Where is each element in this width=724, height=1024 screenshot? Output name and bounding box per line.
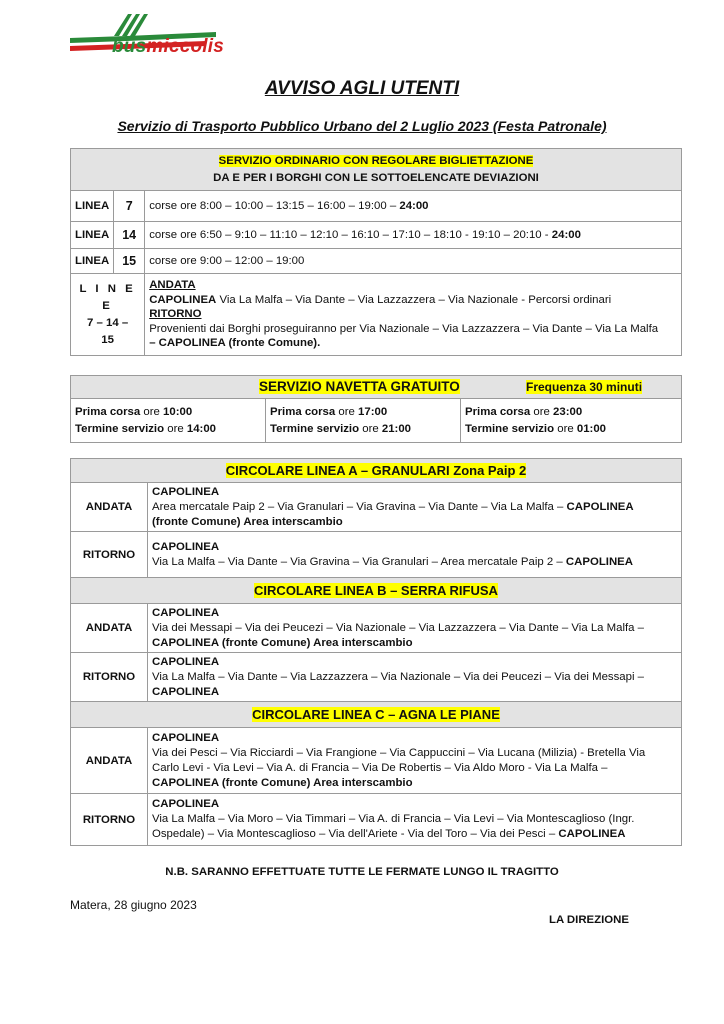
linea-number: 7 bbox=[114, 191, 145, 222]
linee-deviation-row bbox=[71, 274, 682, 356]
linea-label: LINEA bbox=[71, 191, 114, 222]
logo-text: busmiccolis bbox=[112, 36, 225, 57]
linea-row bbox=[71, 222, 682, 249]
navetta-frequency: Frequenza 30 minuti bbox=[526, 380, 643, 394]
ritorno-label: RITORNO bbox=[71, 653, 148, 702]
signature: LA DIREZIONE bbox=[549, 914, 629, 926]
ritorno-label: RITORNO bbox=[71, 532, 148, 578]
date: Matera, 28 giugno 2023 bbox=[70, 898, 197, 912]
page-subtitle: Servizio di Trasporto Pubblico Urbano del 2 Luglio 2023 (Festa Patronale) bbox=[117, 118, 607, 134]
ritorno-label: RITORNO bbox=[71, 794, 148, 846]
navetta-slot: Prima corsa ore 10:00 Termine servizio ore 14:00 bbox=[71, 399, 266, 443]
ordinario-header-line1: SERVIZIO ORDINARIO CON REGOLARE BIGLIETTAZIONE bbox=[218, 154, 534, 167]
andata-label: ANDATA bbox=[149, 279, 196, 292]
route-text: CAPOLINEA Via dei Messapi – Via dei Peucezi – Via Nazionale – Via Lazzazzera – Via Dante – Via La Malfa – CAPOLINEA (fronte Comune) Area interscambio bbox=[148, 604, 682, 653]
circolare-a-header: CIRCOLARE LINEA A – GRANULARI Zona Paip 2 bbox=[71, 459, 682, 483]
route-text: CAPOLINEA Via La Malfa – Via Dante – Via Gravina – Via Granulari – Area mercatale Paip 2 – CAPOLINEA bbox=[148, 532, 682, 578]
ordinario-header-line2: DA E PER I BORGHI CON LE SOTTOELENCATE DEVIAZIONI bbox=[213, 171, 539, 184]
circolare-c-header: CIRCOLARE LINEA C – AGNA LE PIANE bbox=[71, 702, 682, 728]
circolare-b-ritorno bbox=[71, 653, 682, 702]
navetta-table bbox=[70, 375, 682, 443]
route-text: CAPOLINEA Via La Malfa – Via Dante – Via Lazzazzera – Via Nazionale – Via dei Peucezi – Via dei Messapi – CAPOLINEA bbox=[148, 653, 682, 702]
circolare-b-header: CIRCOLARE LINEA B – SERRA RIFUSA bbox=[71, 578, 682, 604]
ritorno-label: RITORNO bbox=[149, 308, 202, 321]
linea-number: 14 bbox=[114, 222, 145, 249]
navetta-slot: Prima corsa ore 23:00 Termine servizio ore 01:00 bbox=[461, 399, 682, 443]
circolare-a-andata bbox=[71, 483, 682, 532]
page-title: AVVISO AGLI UTENTI bbox=[264, 78, 460, 99]
linea-times: corse ore 9:00 – 12:00 – 19:00 bbox=[145, 249, 682, 274]
linea-times: corse ore 8:00 – 10:00 – 13:15 – 16:00 – 19:00 – 24:00 bbox=[145, 191, 682, 222]
route-text: CAPOLINEA Via dei Pesci – Via Ricciardi – Via Frangione – Via Cappuccini – Via Lucana (Milizia) - Bretella Via Carlo Levi - Via Levi – Via A. di Francia – Via De Robertis – Via Aldo Moro - Via La Malfa – CAPOLINEA (fronte Comune) Area interscambio bbox=[148, 728, 682, 794]
andata-label: ANDATA bbox=[71, 483, 148, 532]
linea-row bbox=[71, 191, 682, 222]
navetta-slot: Prima corsa ore 17:00 Termine servizio ore 21:00 bbox=[266, 399, 461, 443]
navetta-title: SERVIZIO NAVETTA GRATUITO bbox=[259, 379, 460, 394]
andata-label: ANDATA bbox=[71, 728, 148, 794]
circolare-b-andata bbox=[71, 604, 682, 653]
navetta-slots bbox=[71, 399, 682, 443]
ordinario-table bbox=[70, 148, 682, 356]
deviation-text: ANDATA CAPOLINEA Via La Malfa – Via Dante – Via Lazzazzera – Via Nazionale - Percorsi ordinari RITORNO Provenienti dai Borghi proseguiranno per Via Nazionale – Via Lazzazzera – Via Dante – Via La Malfa – CAPOLINEA (fronte Comune). bbox=[145, 274, 682, 356]
linea-times: corse ore 6:50 – 9:10 – 11:10 – 12:10 – 16:10 – 17:10 – 18:10 - 19:10 – 20:10 - 24:00 bbox=[145, 222, 682, 249]
circolari-table bbox=[70, 458, 682, 846]
linee-label: L I N E E 7 – 14 – 15 bbox=[71, 274, 145, 356]
circolare-c-ritorno bbox=[71, 794, 682, 846]
navetta-header bbox=[71, 376, 682, 399]
linea-label: LINEA bbox=[71, 249, 114, 274]
circolare-c-andata bbox=[71, 728, 682, 794]
ordinario-header bbox=[71, 149, 682, 191]
andata-label: ANDATA bbox=[71, 604, 148, 653]
note: N.B. SARANNO EFFETTUATE TUTTE LE FERMATE LUNGO IL TRAGITTO bbox=[165, 866, 559, 878]
route-text: CAPOLINEA Area mercatale Paip 2 – Via Granulari – Via Gravina – Via Dante – Via La Malfa – CAPOLINEA (fronte Comune) Area interscambio bbox=[148, 483, 682, 532]
circolare-a-ritorno bbox=[71, 532, 682, 578]
linea-row bbox=[71, 249, 682, 274]
linea-label: LINEA bbox=[71, 222, 114, 249]
route-text: CAPOLINEA Via La Malfa – Via Moro – Via Timmari – Via A. di Francia – Via Levi – Via Montescaglioso (Ingr. Ospedale) – Via Montescaglioso – Via dell'Ariete - Via del Toro – Via dei Pesci – CAPOLINEA bbox=[148, 794, 682, 846]
linea-number: 15 bbox=[114, 249, 145, 274]
